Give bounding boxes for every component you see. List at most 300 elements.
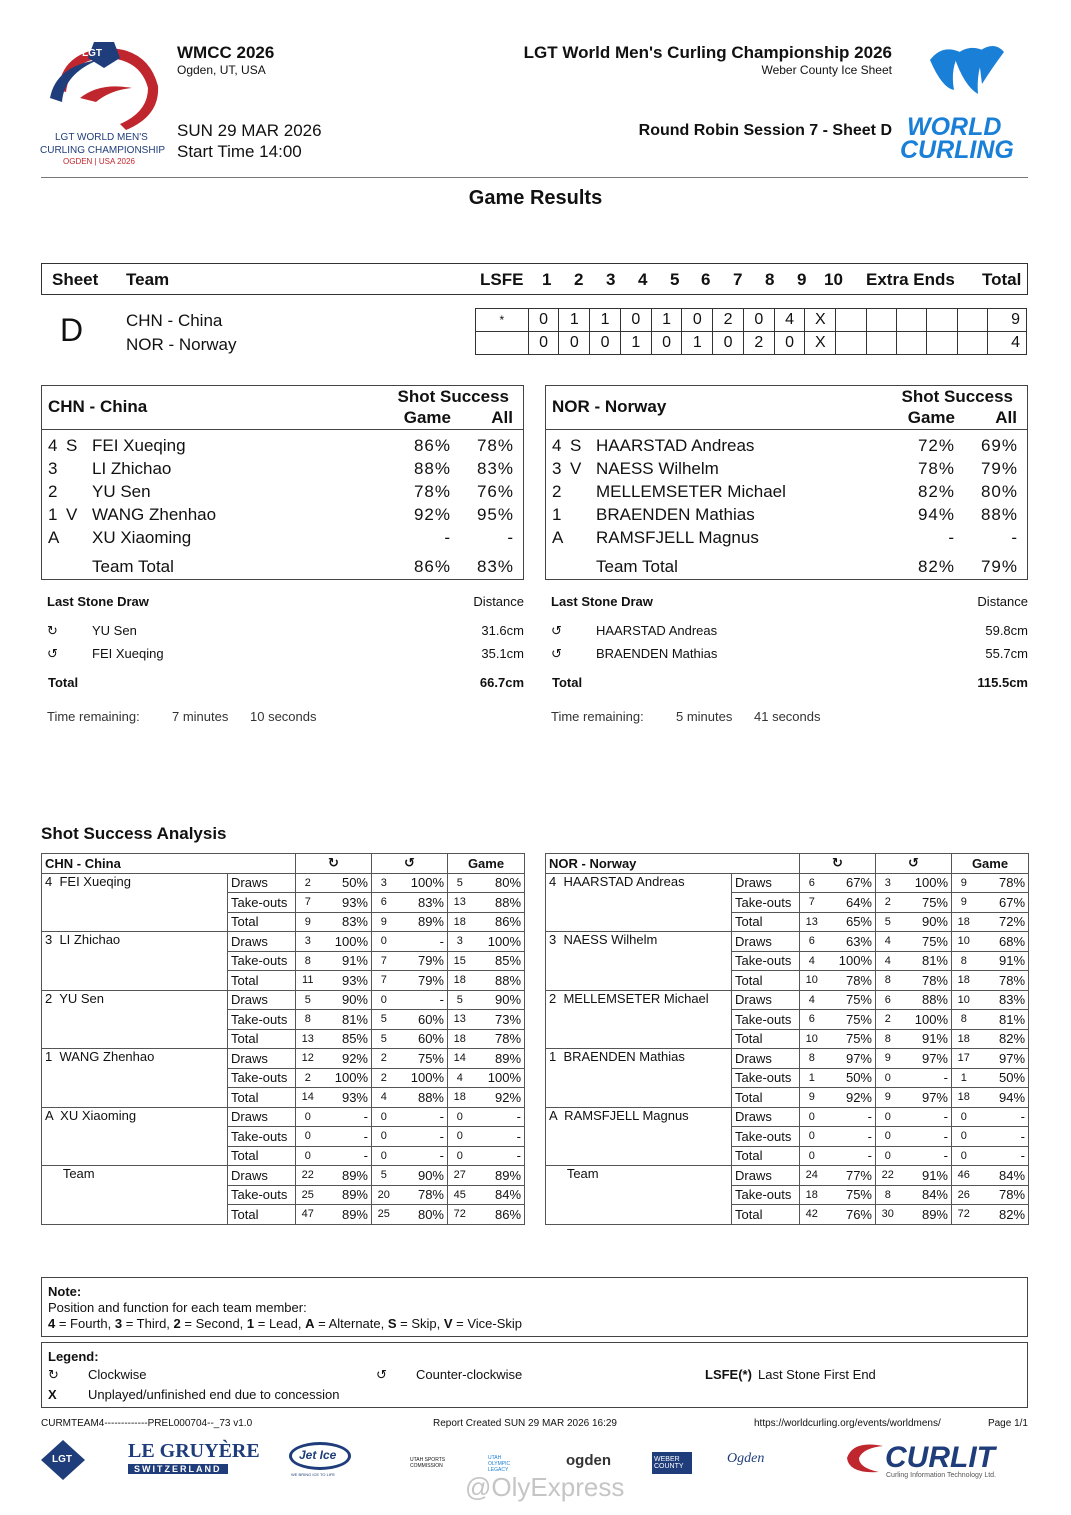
col-end-1: 1 bbox=[542, 270, 552, 289]
shot-pct: - bbox=[976, 1146, 1029, 1166]
analysis-header-row bbox=[42, 854, 525, 874]
shot-pct: 89% bbox=[320, 1166, 372, 1186]
shot-count: 5 bbox=[448, 873, 472, 893]
shot-pct: 80% bbox=[396, 1205, 448, 1225]
shot-count: 9 bbox=[876, 1049, 900, 1069]
sponsor-legacy: UTAH OLYMPIC LEGACY bbox=[488, 1455, 511, 1473]
shot-count: 8 bbox=[876, 971, 900, 991]
shot-pct: 86% bbox=[472, 1205, 525, 1225]
shot-count: 0 bbox=[448, 1107, 472, 1127]
end-score: 1 bbox=[682, 332, 713, 355]
shot-success-label: Shot Success bbox=[901, 387, 1013, 406]
col-game: Game bbox=[448, 854, 525, 874]
shot-count: 2 bbox=[876, 893, 900, 913]
shot-pct: - bbox=[320, 1127, 372, 1147]
shot-count: 2 bbox=[296, 873, 320, 893]
shot-count: 0 bbox=[372, 1127, 396, 1147]
shot-count: 0 bbox=[372, 1107, 396, 1127]
shot-count: 9 bbox=[296, 912, 320, 932]
shot-pct: 88% bbox=[472, 893, 525, 913]
sponsor-weber: WEBER COUNTY bbox=[652, 1452, 692, 1474]
note-codes bbox=[48, 1316, 1021, 1331]
col-extra: Extra Ends bbox=[866, 270, 955, 289]
sponsor-jetice-tag: WE BRING ICE TO LIFE bbox=[291, 1472, 336, 1477]
game-date: SUN 29 MAR 2026 bbox=[177, 121, 322, 140]
event-name: LGT World Men's Curling Championship 2026 bbox=[523, 43, 892, 62]
player-name: WANG Zhenhao bbox=[92, 505, 217, 524]
shot-pct: 80% bbox=[472, 873, 525, 893]
end-score: 0 bbox=[713, 332, 744, 355]
sponsor-curlit: CURLIT bbox=[885, 1441, 995, 1474]
shot-count: 4 bbox=[876, 932, 900, 952]
end-score: 2 bbox=[713, 309, 744, 332]
shot-type-label: Draws bbox=[732, 1049, 800, 1069]
clockwise-icon: ↻ bbox=[800, 854, 876, 874]
shot-count: 8 bbox=[952, 951, 976, 971]
end-score: X bbox=[805, 309, 836, 332]
team2-name: NOR - Norway bbox=[126, 335, 237, 354]
shot-type-label: Total bbox=[228, 1146, 296, 1166]
shot-count: 0 bbox=[876, 1107, 900, 1127]
analysis-player-name: 2 MELLEMSETER Michael bbox=[546, 990, 732, 1049]
header-rule bbox=[41, 177, 1028, 178]
shot-success-box bbox=[41, 385, 524, 580]
note-code-value: = Skip, bbox=[396, 1316, 444, 1331]
extra-end bbox=[896, 309, 926, 332]
shot-count: 8 bbox=[800, 1049, 824, 1069]
shot-count: 0 bbox=[448, 1127, 472, 1147]
shot-count: 0 bbox=[876, 1127, 900, 1147]
shot-success-header bbox=[546, 386, 1027, 430]
team-name: CHN - China bbox=[48, 397, 148, 416]
shot-pct: - bbox=[396, 990, 448, 1010]
shot-pct: 100% bbox=[900, 873, 952, 893]
team-total-game: 82% bbox=[917, 557, 955, 576]
counter-clockwise-icon: ↺ bbox=[376, 1367, 387, 1382]
lsd-player: BRAENDEN Mathias bbox=[596, 646, 718, 661]
analysis-player-name: A RAMSFJELL Magnus bbox=[546, 1107, 732, 1166]
shot-pct: 92% bbox=[472, 1088, 525, 1108]
shot-count: 18 bbox=[952, 971, 976, 991]
shot-count: 25 bbox=[296, 1185, 320, 1205]
lsd-total-label: Total bbox=[552, 675, 583, 690]
shot-count: 9 bbox=[800, 1088, 824, 1108]
shot-pct: - bbox=[900, 1107, 952, 1127]
player-all-pct: 88% bbox=[980, 505, 1018, 524]
clockwise-icon: ↻ bbox=[296, 854, 372, 874]
shot-count: 9 bbox=[952, 873, 976, 893]
shot-pct: 75% bbox=[824, 1185, 876, 1205]
counter-clockwise-icon: ↺ bbox=[876, 854, 952, 874]
time-remaining-seconds: 41 seconds bbox=[754, 709, 821, 724]
shot-count: 12 bbox=[296, 1049, 320, 1069]
shot-type-label: Draws bbox=[228, 990, 296, 1010]
player-name: HAARSTAD Andreas bbox=[596, 436, 755, 455]
world-curling-word1: WORLD bbox=[907, 113, 1002, 141]
player-position: 4 bbox=[552, 436, 562, 455]
player-position: 3 bbox=[48, 459, 58, 478]
shot-type-label: Take-outs bbox=[732, 1185, 800, 1205]
legend-clockwise: Clockwise bbox=[88, 1367, 147, 1382]
shot-pct: 60% bbox=[396, 1010, 448, 1030]
shot-pct: 84% bbox=[976, 1166, 1029, 1186]
analysis-row bbox=[546, 990, 1029, 1010]
end-score: 4 bbox=[774, 309, 805, 332]
shot-count: 1 bbox=[800, 1068, 824, 1088]
end-score: 0 bbox=[682, 309, 713, 332]
total-score: 4 bbox=[987, 332, 1026, 355]
shot-count: 13 bbox=[448, 893, 472, 913]
shot-count: 0 bbox=[952, 1146, 976, 1166]
col-end-7: 7 bbox=[733, 270, 743, 289]
analysis-player-name: 4 HAARSTAD Andreas bbox=[546, 873, 732, 932]
shot-count: 5 bbox=[372, 1010, 396, 1030]
player-role: V bbox=[570, 459, 582, 478]
note-code-value: = Lead, bbox=[254, 1316, 306, 1331]
lsd-player: YU Sen bbox=[92, 623, 137, 638]
player-name: FEI Xueqing bbox=[92, 436, 186, 455]
shot-pct: - bbox=[396, 1107, 448, 1127]
analysis-player-name: 1 WANG Zhenhao bbox=[42, 1049, 228, 1108]
player-position: 1 bbox=[48, 505, 58, 524]
shot-pct: - bbox=[320, 1146, 372, 1166]
shot-type-label: Draws bbox=[732, 1166, 800, 1186]
shot-type-label: Take-outs bbox=[732, 951, 800, 971]
shot-pct: - bbox=[900, 1068, 952, 1088]
shot-type-label: Total bbox=[732, 1146, 800, 1166]
lsfe-cell: * bbox=[476, 309, 529, 332]
shot-count: 18 bbox=[448, 912, 472, 932]
lsd-total: 66.7cm bbox=[479, 675, 524, 690]
player-game-pct: 72% bbox=[917, 436, 955, 455]
shot-pct: 65% bbox=[824, 912, 876, 932]
end-score: 0 bbox=[528, 309, 559, 332]
shot-count: 10 bbox=[952, 932, 976, 952]
page-title: Game Results bbox=[468, 187, 603, 209]
shot-success-label: Shot Success bbox=[397, 387, 509, 406]
shot-count: 4 bbox=[372, 1088, 396, 1108]
player-game-pct: 88% bbox=[413, 459, 451, 478]
col-end-4: 4 bbox=[638, 270, 648, 289]
legend-counter-clockwise: Counter-clockwise bbox=[416, 1367, 523, 1382]
sponsor-utah: UTAH SPORTS COMMISSION bbox=[410, 1457, 446, 1469]
shot-pct: 78% bbox=[976, 1185, 1029, 1205]
player-all-pct: 95% bbox=[476, 505, 514, 524]
shot-count: 9 bbox=[876, 1088, 900, 1108]
shot-type-label: Take-outs bbox=[228, 951, 296, 971]
analysis-player-name: 2 YU Sen bbox=[42, 990, 228, 1049]
shot-pct: - bbox=[824, 1107, 876, 1127]
shot-pct: 85% bbox=[320, 1029, 372, 1049]
shot-count: 22 bbox=[876, 1166, 900, 1186]
shot-analysis-table bbox=[545, 853, 1029, 1225]
shot-type-label: Total bbox=[228, 971, 296, 991]
end-score: 0 bbox=[651, 332, 682, 355]
analysis-row bbox=[42, 1107, 525, 1127]
shot-count: 0 bbox=[296, 1146, 320, 1166]
analysis-row bbox=[42, 873, 525, 893]
shot-pct: 64% bbox=[824, 893, 876, 913]
total-score: 9 bbox=[987, 309, 1026, 332]
shot-pct: 76% bbox=[824, 1205, 876, 1225]
shot-pct: 100% bbox=[396, 873, 448, 893]
shot-type-label: Draws bbox=[228, 1166, 296, 1186]
player-game-pct: - bbox=[444, 528, 451, 547]
end-score: 1 bbox=[590, 309, 621, 332]
shot-pct: - bbox=[396, 1127, 448, 1147]
shot-type-label: Total bbox=[228, 1088, 296, 1108]
shot-pct: 97% bbox=[976, 1049, 1029, 1069]
shot-pct: - bbox=[472, 1127, 525, 1147]
shot-count: 0 bbox=[876, 1146, 900, 1166]
counter-clockwise-icon: ↺ bbox=[47, 646, 58, 661]
shot-count: 18 bbox=[448, 971, 472, 991]
player-position: 1 bbox=[552, 505, 562, 524]
shot-pct: 100% bbox=[472, 1068, 525, 1088]
shot-pct: 89% bbox=[396, 912, 448, 932]
end-score: 1 bbox=[651, 309, 682, 332]
team-total-all: 83% bbox=[476, 557, 514, 576]
player-game-pct: 82% bbox=[917, 482, 955, 501]
sponsor-lgt-text: LGT bbox=[52, 1454, 72, 1465]
analysis-row bbox=[546, 1166, 1029, 1186]
shot-count: 8 bbox=[876, 1185, 900, 1205]
shot-count: 5 bbox=[296, 990, 320, 1010]
shot-count: 8 bbox=[952, 1010, 976, 1030]
player-game-pct: 78% bbox=[917, 459, 955, 478]
shot-type-label: Take-outs bbox=[228, 893, 296, 913]
lsd-title: Last Stone Draw bbox=[47, 594, 149, 609]
shot-pct: 91% bbox=[976, 951, 1029, 971]
shot-type-label: Draws bbox=[228, 1107, 296, 1127]
shot-pct: 97% bbox=[900, 1049, 952, 1069]
report-created: Report Created SUN 29 MAR 2026 16:29 bbox=[433, 1418, 617, 1429]
shot-pct: 100% bbox=[900, 1010, 952, 1030]
shot-count: 2 bbox=[372, 1068, 396, 1088]
shot-pct: 77% bbox=[824, 1166, 876, 1186]
player-position: A bbox=[48, 528, 60, 547]
shot-count: 3 bbox=[372, 873, 396, 893]
counter-clockwise-icon: ↺ bbox=[551, 646, 562, 661]
player-position: A bbox=[552, 528, 564, 547]
col-lsfe: LSFE bbox=[480, 270, 524, 289]
session-title: Round Robin Session 7 - Sheet D bbox=[638, 122, 892, 139]
shot-pct: 90% bbox=[900, 912, 952, 932]
shot-count: 18 bbox=[952, 912, 976, 932]
col-end-10: 10 bbox=[824, 270, 843, 289]
shot-count: 10 bbox=[952, 990, 976, 1010]
note-code-value: = Vice-Skip bbox=[452, 1316, 523, 1331]
end-score: 0 bbox=[743, 309, 774, 332]
col-game: Game bbox=[952, 854, 1029, 874]
shot-success-header bbox=[42, 386, 523, 430]
shot-count: 3 bbox=[876, 873, 900, 893]
shot-pct: 92% bbox=[824, 1088, 876, 1108]
shot-type-label: Total bbox=[732, 1029, 800, 1049]
linescore-table bbox=[475, 308, 1027, 355]
player-all-pct: 76% bbox=[476, 482, 514, 501]
note-line: Position and function for each team member: bbox=[48, 1300, 307, 1315]
shot-count: 3 bbox=[448, 932, 472, 952]
shot-count: 18 bbox=[952, 1029, 976, 1049]
player-all-pct: 78% bbox=[476, 436, 514, 455]
shot-pct: 89% bbox=[320, 1185, 372, 1205]
shot-pct: 79% bbox=[396, 951, 448, 971]
extra-end bbox=[957, 332, 987, 355]
clockwise-icon: ↻ bbox=[47, 623, 58, 638]
shot-count: 9 bbox=[952, 893, 976, 913]
player-all-pct: - bbox=[1011, 528, 1018, 547]
shot-pct: 93% bbox=[320, 1088, 372, 1108]
shot-count: 17 bbox=[952, 1049, 976, 1069]
time-remaining-label: Time remaining: bbox=[551, 709, 644, 724]
shot-count: 0 bbox=[876, 1068, 900, 1088]
analysis-team-name: CHN - China bbox=[42, 854, 296, 874]
shot-count: 6 bbox=[800, 873, 824, 893]
time-remaining-seconds: 10 seconds bbox=[250, 709, 317, 724]
player-position: 2 bbox=[48, 482, 58, 501]
player-game-pct: 78% bbox=[413, 482, 451, 501]
shot-count: 18 bbox=[448, 1088, 472, 1108]
analysis-row bbox=[42, 1049, 525, 1069]
shot-pct: - bbox=[824, 1146, 876, 1166]
col-end-3: 3 bbox=[606, 270, 616, 289]
sponsor-jetice-text: Jet Ice bbox=[299, 1448, 337, 1462]
shot-type-label: Take-outs bbox=[228, 1010, 296, 1030]
analysis-row bbox=[546, 932, 1029, 952]
analysis-team-name: NOR - Norway bbox=[546, 854, 800, 874]
shot-pct: - bbox=[320, 1107, 372, 1127]
linescore-row-nor bbox=[476, 332, 1027, 355]
time-remaining-label: Time remaining: bbox=[47, 709, 140, 724]
shot-type-label: Draws bbox=[228, 1049, 296, 1069]
lsd-total: 115.5cm bbox=[977, 675, 1028, 690]
player-game-pct: - bbox=[948, 528, 955, 547]
shot-pct: 90% bbox=[320, 990, 372, 1010]
shot-type-label: Take-outs bbox=[732, 1010, 800, 1030]
shot-pct: - bbox=[396, 932, 448, 952]
sponsor-gruyere-sub: SWITZERLAND bbox=[128, 1464, 228, 1474]
shot-pct: 79% bbox=[396, 971, 448, 991]
analysis-player-name: 3 NAESS Wilhelm bbox=[546, 932, 732, 991]
extra-end bbox=[927, 309, 957, 332]
col-game: Game bbox=[907, 408, 955, 427]
shot-count: 27 bbox=[448, 1166, 472, 1186]
shot-count: 4 bbox=[876, 951, 900, 971]
player-name: YU Sen bbox=[92, 482, 151, 501]
shot-pct: 75% bbox=[824, 1010, 876, 1030]
player-name: MELLEMSETER Michael bbox=[596, 482, 786, 501]
player-all-pct: 83% bbox=[476, 459, 514, 478]
col-total: Total bbox=[982, 270, 1022, 289]
analysis-player-name: A XU Xiaoming bbox=[42, 1107, 228, 1166]
sponsor-curlit-tag: Curling Information Technology Ltd. bbox=[886, 1472, 996, 1479]
shot-count: 4 bbox=[800, 990, 824, 1010]
shot-count: 0 bbox=[952, 1107, 976, 1127]
shot-count: 0 bbox=[296, 1127, 320, 1147]
world-curling-logo bbox=[920, 38, 1010, 114]
shot-count: 4 bbox=[448, 1068, 472, 1088]
shot-count: 24 bbox=[800, 1166, 824, 1186]
note-title: Note: bbox=[48, 1284, 82, 1299]
event-location: Ogden, UT, USA bbox=[177, 63, 266, 77]
col-sheet: Sheet bbox=[52, 270, 99, 289]
shot-pct: 89% bbox=[472, 1049, 525, 1069]
shot-count: 6 bbox=[372, 893, 396, 913]
shot-count: 0 bbox=[372, 1146, 396, 1166]
shot-type-label: Total bbox=[732, 1088, 800, 1108]
shot-count: 5 bbox=[448, 990, 472, 1010]
shot-pct: 89% bbox=[900, 1205, 952, 1225]
analysis-row bbox=[42, 990, 525, 1010]
shot-pct: 100% bbox=[396, 1068, 448, 1088]
player-game-pct: 92% bbox=[413, 505, 451, 524]
note-code-key: 3 bbox=[114, 1316, 123, 1331]
note-code-key: 1 bbox=[246, 1316, 255, 1331]
shot-pct: 100% bbox=[824, 951, 876, 971]
shot-count: 7 bbox=[372, 951, 396, 971]
shot-count: 14 bbox=[448, 1049, 472, 1069]
note-code-value: = Alternate, bbox=[314, 1316, 388, 1331]
linescore-row-chn bbox=[476, 309, 1027, 332]
shot-count: 8 bbox=[876, 1029, 900, 1049]
lsd-player: FEI Xueqing bbox=[92, 646, 164, 661]
shot-pct: 91% bbox=[900, 1029, 952, 1049]
shot-count: 46 bbox=[952, 1166, 976, 1186]
shot-pct: - bbox=[472, 1146, 525, 1166]
page-number: Page 1/1 bbox=[987, 1418, 1028, 1429]
shot-count: 72 bbox=[952, 1205, 976, 1225]
note-code-key: A bbox=[305, 1316, 315, 1331]
shot-type-label: Total bbox=[228, 912, 296, 932]
shot-pct: 89% bbox=[472, 1166, 525, 1186]
shot-pct: 81% bbox=[900, 951, 952, 971]
player-name: LI Zhichao bbox=[92, 459, 172, 478]
col-end-6: 6 bbox=[701, 270, 711, 289]
end-score: 1 bbox=[620, 332, 651, 355]
col-end-2: 2 bbox=[574, 270, 584, 289]
shot-count: 0 bbox=[372, 932, 396, 952]
shot-count: 8 bbox=[296, 1010, 320, 1030]
shot-count: 4 bbox=[800, 951, 824, 971]
lsd-distance-label: Distance bbox=[977, 594, 1028, 609]
shot-count: 5 bbox=[372, 1166, 396, 1186]
player-all-pct: - bbox=[507, 528, 514, 547]
shot-type-label: Draws bbox=[732, 990, 800, 1010]
sheet-letter: D bbox=[60, 312, 84, 348]
shot-pct: 78% bbox=[976, 971, 1029, 991]
lsd-distance-label: Distance bbox=[473, 594, 524, 609]
col-game: Game bbox=[403, 408, 451, 427]
team-total-label: Team Total bbox=[596, 557, 678, 576]
shot-pct: 88% bbox=[900, 990, 952, 1010]
logo-line1: LGT WORLD MEN'S bbox=[55, 132, 148, 143]
shot-pct: 97% bbox=[824, 1049, 876, 1069]
end-score: 0 bbox=[528, 332, 559, 355]
counter-clockwise-icon: ↺ bbox=[372, 854, 448, 874]
shot-pct: 75% bbox=[824, 1029, 876, 1049]
player-name: XU Xiaoming bbox=[92, 528, 192, 547]
shot-pct: 78% bbox=[472, 1029, 525, 1049]
shot-count: 2 bbox=[876, 1010, 900, 1030]
shot-count: 0 bbox=[372, 990, 396, 1010]
analysis-row bbox=[546, 1049, 1029, 1069]
report-code: CURMTEAM4-------------PREL000704--_73 v1.0 bbox=[41, 1418, 253, 1429]
shot-count: 10 bbox=[800, 971, 824, 991]
shot-pct: 78% bbox=[976, 873, 1029, 893]
linescore-header bbox=[41, 263, 1028, 295]
team-total-game: 86% bbox=[413, 557, 451, 576]
